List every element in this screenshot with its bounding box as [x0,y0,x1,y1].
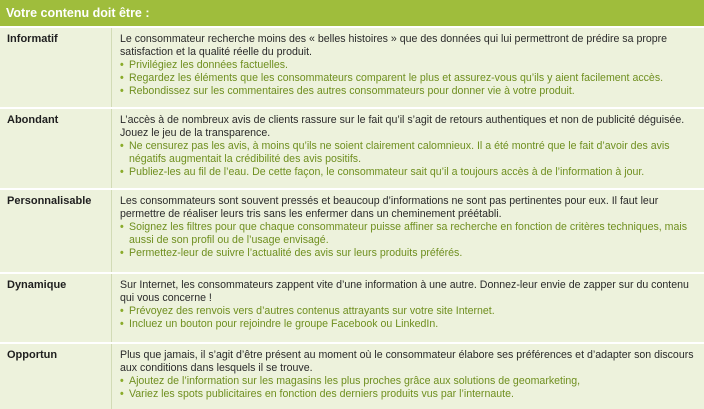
bullet-dot-icon: • [120,85,124,97]
bullet-dot-icon: • [120,59,124,71]
bullet-item: • Permettez-leur de suivre l’actualité des avis sur leurs produits préférés. [120,247,463,259]
bullet-dot-icon: • [120,318,124,330]
row-lead: Sur Internet, les consommateurs zappent vite d’une information à une autre. Donnez-leur envie de zapper sur du contenu qui vous concerne ! [120,279,689,304]
bullet-list [120,59,696,98]
bullet-dot-icon: • [120,305,124,317]
row-label: Opportun [0,344,112,409]
row-lead: Plus que jamais, il s’agit d’être présent au moment où le consommateur élabore ses préférences et d’adapter son discours aux conditions dans lesquels il se trouve. [120,349,694,374]
bullet-dot-icon: • [120,375,124,387]
table-row-opportun [0,342,704,409]
bullet-item: • Soignez les filtres pour que chaque consommateur puisse affiner sa recherche en fonction de critères techniques, mais aussi de son profil ou de l’usage envisagé. [120,221,688,246]
bullet-dot-icon: • [120,247,124,259]
bullet-item: • Regardez les éléments que les consommateurs comparent le plus et assurez-vous qu’ils y aient facilement accès. [120,72,664,84]
row-content [112,109,704,188]
bullet-dot-icon: • [120,221,124,233]
bullet-dot-icon: • [120,140,124,152]
bullet-item: • Incluez un bouton pour rejoindre le groupe Facebook ou LinkedIn. [120,318,439,330]
table-row-abondant [0,107,704,188]
row-lead: Le consommateur recherche moins des « belles histoires » que des données qui lui permettront de prédire sa propre satisfaction et la qualité réelle du produit. [120,33,668,58]
row-label: Abondant [0,109,112,188]
bullet-list [120,221,696,260]
bullet-item: • Ne censurez pas les avis, à moins qu’ils ne soient clairement calomnieux. Il a été montré que le fait d’avoir des avis négatifs augmentait la crédibilité des avis positifs. [120,140,670,165]
bullet-list [120,375,696,401]
bullet-item: • Rebondissez sur les commentaires des autres consommateurs pour donner vie à votre produit. [120,85,575,97]
row-lead: L’accès à de nombreux avis de clients rassure sur le fait qu’il s’agit de retours authentiques et non de publicité déguisée. Jouez le jeu de la transparence. [120,114,685,139]
row-content [112,344,704,409]
row-label: Informatif [0,28,112,107]
bullet-item: • Privilégiez les données factuelles. [120,59,288,71]
bullet-item: • Ajoutez de l’information sur les magasins les plus proches grâce aux solutions de geomarketing, [120,375,581,387]
row-label: Dynamique [0,274,112,342]
row-content [112,274,704,342]
bullet-dot-icon: • [120,388,124,400]
bullet-list [120,305,696,331]
bullet-item: • Publiez-les au fil de l’eau. De cette façon, le consommateur sait qu’il a toujours accès à de l’information à jour. [120,166,645,178]
table-row-dynamique [0,272,704,342]
bullet-dot-icon: • [120,72,124,84]
bullet-list [120,140,696,179]
row-content [112,28,704,107]
bullet-dot-icon: • [120,166,124,178]
bullet-item: • Variez les spots publicitaires en fonction des derniers produits vus par l’internaute. [120,388,514,400]
bullet-item: • Prévoyez des renvois vers d’autres contenus attrayants sur votre site Internet. [120,305,495,317]
table-header [0,0,704,26]
row-lead: Les consommateurs sont souvent pressés et beaucoup d’informations ne sont pas pertinentes pour eux. Il faut leur permettre de réaliser leurs tris sans les enfermer dans un cheminement préétabli. [120,195,659,220]
table-row-informatif [0,26,704,107]
table-title: Votre contenu doit être : [6,6,150,20]
row-label: Personnalisable [0,190,112,272]
table-row-personnalisable [0,188,704,272]
row-content [112,190,704,272]
